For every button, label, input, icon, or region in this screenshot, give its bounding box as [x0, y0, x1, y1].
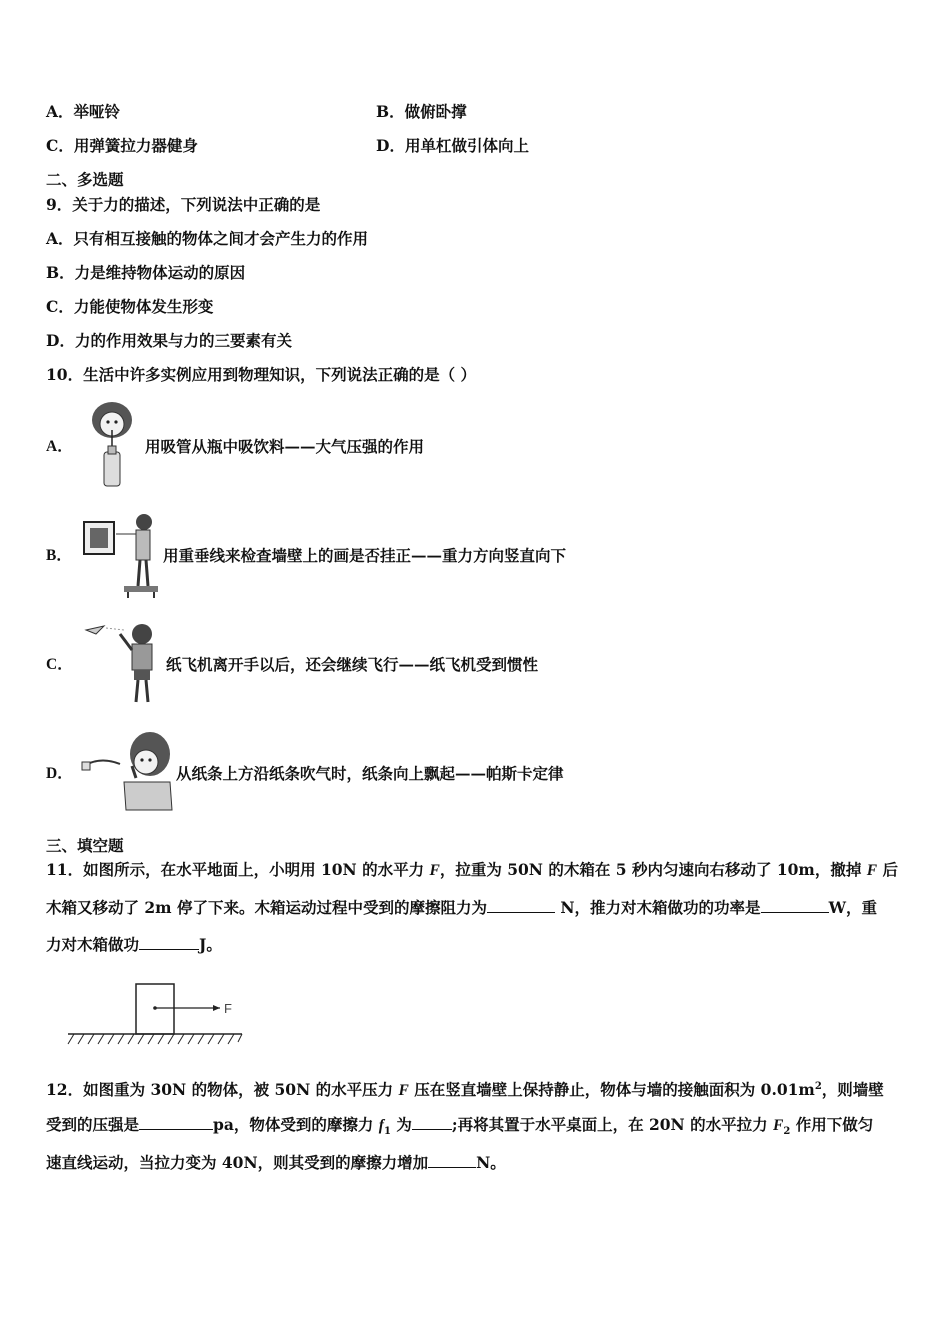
section-title-multiple-choice: 二、多选题: [46, 170, 124, 189]
force-label: F: [224, 1001, 232, 1016]
straw-drinking-picture: [82, 400, 144, 490]
q9-option-c: C．力能使物体发生形变: [46, 297, 214, 316]
option-d: D．用单杠做引体向上: [376, 136, 529, 155]
q11-line-3: 力对木箱做功 J。: [46, 935, 222, 954]
q10-option-d-label: D．: [46, 765, 73, 782]
q11-line-1: 11．如图所示，在水平地面上，小明用 10N 的水平力 F，拉重为 50N 的木箱在 5 秒内匀速向右移动了 10m，撤掉 F 后: [46, 860, 898, 879]
q10-option-a-text: 用吸管从瓶中吸饮料——大气压强的作用: [145, 437, 425, 456]
q10-option-d-text: 从纸条上方沿纸条吹气时，纸条向上飘起——帕斯卡定律: [176, 764, 564, 783]
q11-line-2: 木箱又移动了 2m 停了下来。木箱运动过程中受到的摩擦阻力为 N，推力对木箱做功的功率是 W，重: [46, 898, 877, 917]
q12-line-3: 速直线运动，当拉力变为 40N，则其受到的摩擦力增加 N。: [46, 1153, 506, 1172]
q9-option-d: D．力的作用效果与力的三要素有关: [46, 331, 292, 350]
q10-option-b-label: B．: [46, 547, 72, 564]
answer-blank[interactable]: [487, 898, 555, 913]
paper-plane-picture: [84, 620, 166, 706]
q10-stem: 10．生活中许多实例应用到物理知识，下列说法正确的是（ ）: [46, 365, 476, 384]
answer-blank[interactable]: [761, 898, 829, 913]
answer-blank[interactable]: [139, 1115, 213, 1130]
q10-option-c-label: C．: [46, 656, 73, 673]
section-title-fill-in: 三、填空题: [46, 836, 124, 855]
q10-option-c-text: 纸飞机离开手以后，还会继续飞行——纸飞机受到惯性: [166, 655, 539, 674]
blowing-paper-picture: [80, 726, 176, 812]
option-c: C．用弹簧拉力器健身: [46, 136, 198, 155]
q9-stem: 9．关于力的描述，下列说法中正确的是: [46, 195, 321, 214]
q12-line-1: 12．如图重为 30N 的物体，被 50N 的水平压力 F 压在竖直墙壁上保持静止，物体与墙的接触面积为 $0.01m^2$，则墙壁: [46, 1080, 884, 1100]
q12-line-2: 受到的压强是 pa，物体受到的摩擦力 $f_1$ 为 ;再将其置于水平桌面上，在 20N 的水平拉力 $F_2$ 作用下做匀: [46, 1115, 874, 1138]
q9-option-a: A．只有相互接触的物体之间才会产生力的作用: [46, 229, 369, 248]
q10-option-a-label: A．: [46, 438, 73, 455]
answer-blank[interactable]: [139, 935, 199, 950]
q9-option-b: B．力是维持物体运动的原因: [46, 263, 246, 282]
q10-option-b-text: 用重垂线来检查墙壁上的画是否挂正——重力方向竖直向下: [163, 546, 567, 565]
box-on-ground-figure: [66, 980, 246, 1050]
plumb-line-picture: [80, 508, 162, 598]
option-b: B．做俯卧撑: [376, 102, 467, 121]
option-a: A．举哑铃: [46, 102, 121, 121]
answer-blank[interactable]: [412, 1115, 452, 1130]
answer-blank[interactable]: [428, 1153, 476, 1168]
